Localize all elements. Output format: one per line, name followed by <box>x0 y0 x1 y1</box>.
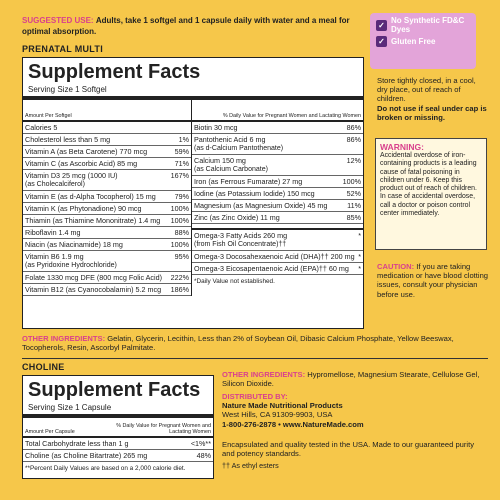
daily-value-percent: 12% <box>346 156 361 165</box>
nutrient-name: Iodine (as Potassium Iodide) 150 mcg <box>194 189 315 198</box>
facts-row <box>23 170 191 191</box>
daily-value-percent: 186% <box>170 285 189 294</box>
daily-value-percent: 1% <box>178 135 189 144</box>
warning-box <box>375 138 487 250</box>
facts-row <box>23 272 191 284</box>
daily-value-percent: 86% <box>346 123 361 132</box>
prenatal-facts-title: Supplement Facts <box>28 61 201 83</box>
choline-footnote: **Percent Daily Values are based on a 2,000 calorie diet. <box>25 465 186 472</box>
nutrient-source: (as Cholecalciferol) <box>25 181 85 188</box>
suggested-use-text: Adults, take 1 softgel and 1 capsule daily with water and a meal for optimal absorption. <box>22 16 350 36</box>
omega-row <box>192 251 363 263</box>
checkmark-icon: ✓ <box>376 36 387 47</box>
facts-row <box>23 239 191 251</box>
nutrient-name: Vitamin K (as Phytonadione) 90 mcg <box>25 204 142 213</box>
choline-facts-title: Supplement Facts <box>28 379 201 401</box>
prenatal-supplement-facts <box>22 57 364 329</box>
facts-row <box>192 176 363 188</box>
daily-value-percent: * <box>358 264 361 273</box>
facts-row <box>192 134 363 155</box>
daily-value-percent: 85% <box>346 213 361 222</box>
daily-value-percent: 79% <box>174 192 189 201</box>
prenatal-left-column <box>23 100 192 296</box>
facts-row <box>192 155 363 176</box>
choline-section-label: CHOLINE <box>22 362 65 372</box>
caution-text: CAUTION: If you are taking medication or have blood clotting issues, consult your physician before use. <box>377 262 489 299</box>
warning-text: Accidental overdose of iron-containing products is a leading cause of fatal poisoning in children under 6. Keep this product out of reach of children. In case of accidental overdose, call a doctor or poison control center immediately. <box>380 152 477 218</box>
nutrient-source: (as Pyridoxine Hydrochloride) <box>25 262 117 269</box>
claims-badge <box>370 13 476 69</box>
nutrient-name: Omega-3 Fatty Acids 260 mg <box>194 231 288 240</box>
nutrient-name: Iron (as Ferrous Fumarate) 27 mg <box>194 177 303 186</box>
choline-serving-size: Serving Size 1 Capsule <box>23 401 213 418</box>
facts-row <box>23 227 191 239</box>
prenatal-right-column <box>192 100 363 296</box>
badge-no-dyes: ✓ No Synthetic FD&C Dyes <box>376 16 470 34</box>
nutrient-name: Biotin 30 mcg <box>194 123 238 132</box>
nutrient-name: Thiamin (as Thiamine Mononitrate) 1.4 mg <box>25 216 161 225</box>
facts-row <box>23 146 191 158</box>
nutrient-name: Magnesium (as Magnesium Oxide) 45 mg <box>194 201 328 210</box>
daily-value-percent: 52% <box>346 189 361 198</box>
nutrient-source: (from Fish Oil Concentrate)†† <box>194 241 287 248</box>
daily-value-percent: 48% <box>196 451 211 460</box>
badge-gluten-free: ✓ Gluten Free <box>376 36 470 47</box>
nutrient-name: Pantothenic Acid 6 mg <box>194 135 266 144</box>
nutrient-name: Niacin (as Niacinamide) 18 mg <box>25 240 123 249</box>
facts-row <box>23 158 191 170</box>
choline-row <box>23 438 213 450</box>
prenatal-col-header-right: % Daily Value for Pregnant Women and Lactating Women <box>192 100 363 122</box>
omega-row <box>192 263 363 275</box>
daily-value-percent: 100% <box>342 177 361 186</box>
nutrient-name: Calories 5 <box>25 123 58 132</box>
prenatal-section-label: PRENATAL MULTI <box>22 44 104 54</box>
nutrient-name: Omega-3 Eicosapentaenoic Acid (EPA)†† 60 mg <box>194 264 349 273</box>
daily-value-percent: 95% <box>174 252 189 261</box>
daily-value-percent: 100% <box>170 216 189 225</box>
nutrient-name: Vitamin E (as d-Alpha Tocopherol) 15 mg <box>25 192 156 201</box>
suggested-use-label: SUGGESTED USE: <box>22 16 94 25</box>
distributor-info: DISTRIBUTED BY: Nature Made Nutritional Products West Hills, CA 91309-9903, USA 1-800-276-2878 • www.NatureMade.com <box>222 392 364 429</box>
facts-row <box>23 134 191 146</box>
nutrient-source: (as Calcium Carbonate) <box>194 166 268 173</box>
daily-value-percent: 222% <box>170 273 189 282</box>
choline-col-header: Amount Per Capsule % Daily Value for Pregnant Women and Lactating Women <box>23 418 213 438</box>
facts-row <box>23 251 191 272</box>
nutrient-name: Folate 1330 mcg DFE (800 mcg Folic Acid) <box>25 273 163 282</box>
checkmark-icon: ✓ <box>376 20 387 31</box>
facts-row <box>192 188 363 200</box>
daily-value-percent: 100% <box>170 204 189 213</box>
daily-value-percent: 11% <box>347 201 361 210</box>
facts-row <box>23 215 191 227</box>
daily-value-percent: 86% <box>346 135 361 144</box>
nutrient-name: Vitamin B6 1.9 mg <box>25 252 84 261</box>
daily-value-percent: 88% <box>174 228 189 237</box>
prenatal-other-ingredients: OTHER INGREDIENTS: Gelatin, Glycerin, Lecithin, Less than 2% of Soybean Oil, Dibasic Calcium Phosphate, Yellow Beeswax, Tocopherols, Resin, Ascorbyl Palmitate. <box>22 334 454 353</box>
nutrient-name: Vitamin C (as Ascorbic Acid) 85 mg <box>25 159 138 168</box>
nutrient-name: Vitamin A (as Beta Carotene) 770 mcg <box>25 147 148 156</box>
nutrient-name: Calcium 150 mg <box>194 156 246 165</box>
nutrient-name: Vitamin D3 25 mcg (1000 IU) <box>25 171 118 180</box>
daily-value-percent: <1%** <box>190 439 211 448</box>
facts-row <box>23 191 191 203</box>
nutrient-name: Omega-3 Docosahexaenoic Acid (DHA)†† 200 mg <box>194 252 355 261</box>
daily-value-percent: 100% <box>170 240 189 249</box>
suggested-use <box>22 16 352 37</box>
choline-row <box>23 450 213 462</box>
omega-row <box>192 230 363 251</box>
daily-value-percent: 71% <box>174 159 189 168</box>
facts-row <box>23 284 191 296</box>
prenatal-serving-size: Serving Size 1 Softgel <box>23 83 363 100</box>
nutrient-name: Riboflavin 1.4 mg <box>25 228 81 237</box>
nutrient-name: Vitamin B12 (as Cyanocobalamin) 5.2 mcg <box>25 285 162 294</box>
nutrient-source: (as d-Calcium Pantothenate) <box>194 145 284 152</box>
daily-value-percent: * <box>358 252 361 261</box>
nutrient-name: Cholesterol less than 5 mg <box>25 135 111 144</box>
storage-instructions: Store tightly closed, in a cool, dry place, out of reach of children. Do not use if seal under cap is broken or missing. <box>377 76 487 122</box>
choline-other-ingredients: OTHER INGREDIENTS: Hypromellose, Magnesium Stearate, Cellulose Gel, Silicon Dioxide. <box>222 370 480 389</box>
prenatal-footnote: *Daily Value not established. <box>194 278 275 285</box>
nutrient-name: Choline (as Choline Bitartrate) 265 mg <box>25 451 148 460</box>
prenatal-col-header-left: Amount Per Softgel <box>23 100 191 122</box>
nutrient-name: Zinc (as Zinc Oxide) 11 mg <box>194 213 280 222</box>
daily-value-percent: 59% <box>174 147 189 156</box>
choline-supplement-facts <box>22 375 214 479</box>
facts-row <box>23 122 191 134</box>
daily-value-percent: 167% <box>170 171 189 180</box>
facts-row <box>192 122 363 134</box>
quality-statement: Encapsulated and quality tested in the USA. Made to our guaranteed purity and potency standards. <box>222 440 475 459</box>
nutrient-name: Total Carbohydrate less than 1 g <box>25 439 129 448</box>
warning-label: WARNING: <box>380 142 424 152</box>
ethyl-esters-footnote: †† As ethyl esters <box>222 461 279 470</box>
facts-row <box>23 203 191 215</box>
facts-row <box>192 212 363 224</box>
daily-value-percent: * <box>358 231 361 240</box>
facts-row <box>192 200 363 212</box>
